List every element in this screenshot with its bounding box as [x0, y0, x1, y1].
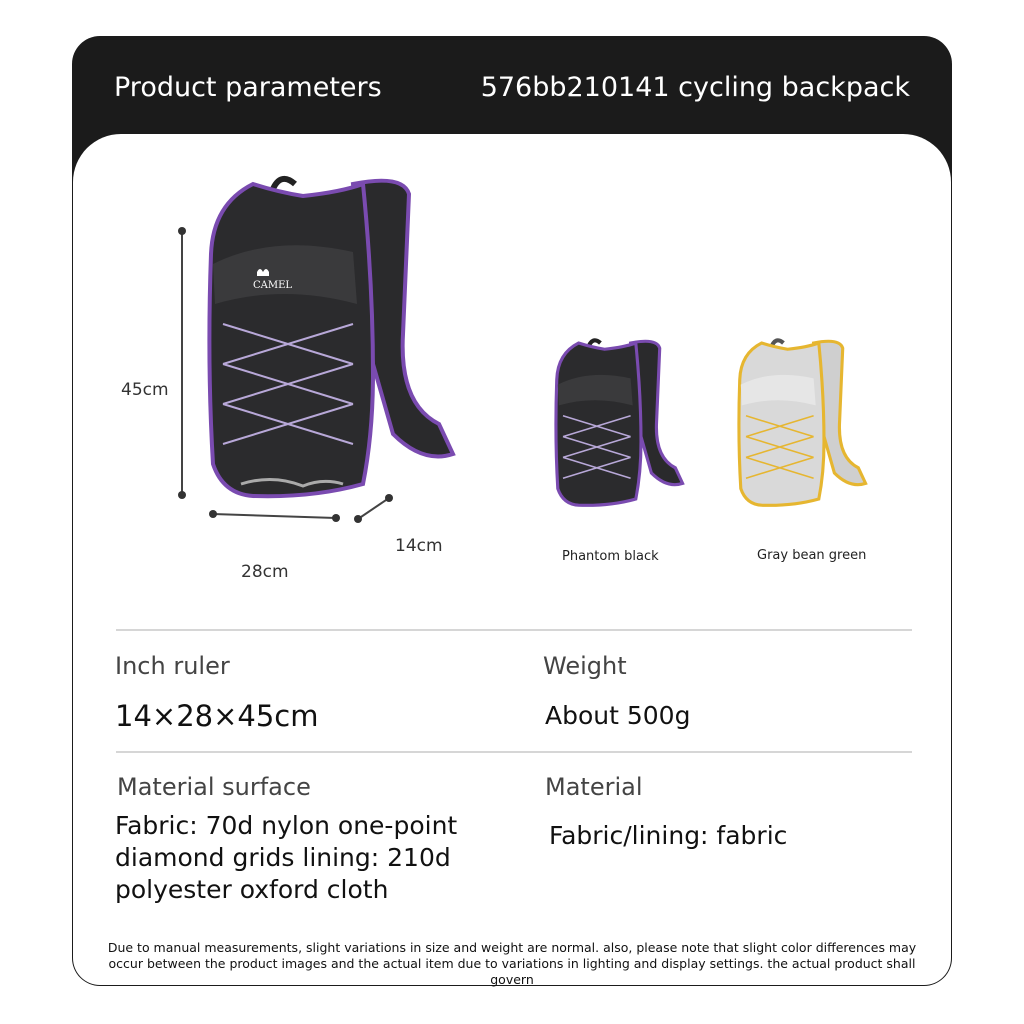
- width-dimension-line: [213, 514, 336, 518]
- width-label: 28cm: [241, 562, 289, 582]
- header-title: Product parameters: [114, 72, 382, 103]
- material-surface-value: [115, 810, 457, 906]
- parameters-card: [72, 36, 952, 986]
- product-name: 576bb210141 cycling backpack: [480, 72, 910, 103]
- backpack-main: [209, 179, 453, 496]
- variant-label-gray: Gray bean green: [757, 548, 867, 563]
- material-value: Fabric/lining: fabric: [549, 821, 788, 850]
- divider-top: [116, 629, 912, 631]
- material-surface-line-1: Fabric: 70d nylon one-point: [115, 811, 458, 840]
- backpack-illustration: [73, 134, 951, 594]
- disclaimer-footnote: Due to manual measurements, slight variations in size and weight are normal. also, please note that slight color differences may occur between the product images and the actual item due to variations in lighting and display settings. the actual product shall govern: [107, 940, 917, 987]
- weight-title: Weight: [543, 652, 627, 680]
- size-title: Inch ruler: [115, 652, 230, 680]
- weight-value: About 500g: [545, 701, 691, 730]
- camel-logo: CAMEL: [253, 280, 293, 291]
- variant-label-black: Phantom black: [562, 549, 659, 564]
- header-bar: [72, 36, 952, 136]
- height-label: 45cm: [121, 380, 169, 400]
- material-surface-line-3: polyester oxford cloth: [115, 875, 389, 904]
- depth-dimension-line: [358, 498, 389, 519]
- depth-label: 14cm: [395, 536, 443, 556]
- divider-middle: [116, 751, 912, 753]
- content-panel: [73, 134, 951, 985]
- material-surface-line-2: diamond grids lining: 210d: [115, 843, 451, 872]
- backpack-variant-gray: [739, 340, 866, 505]
- backpack-variant-black: [556, 340, 683, 505]
- size-value: 14×28×45cm: [115, 699, 319, 733]
- material-title: Material: [545, 773, 643, 801]
- material-surface-title: Material surface: [117, 773, 311, 801]
